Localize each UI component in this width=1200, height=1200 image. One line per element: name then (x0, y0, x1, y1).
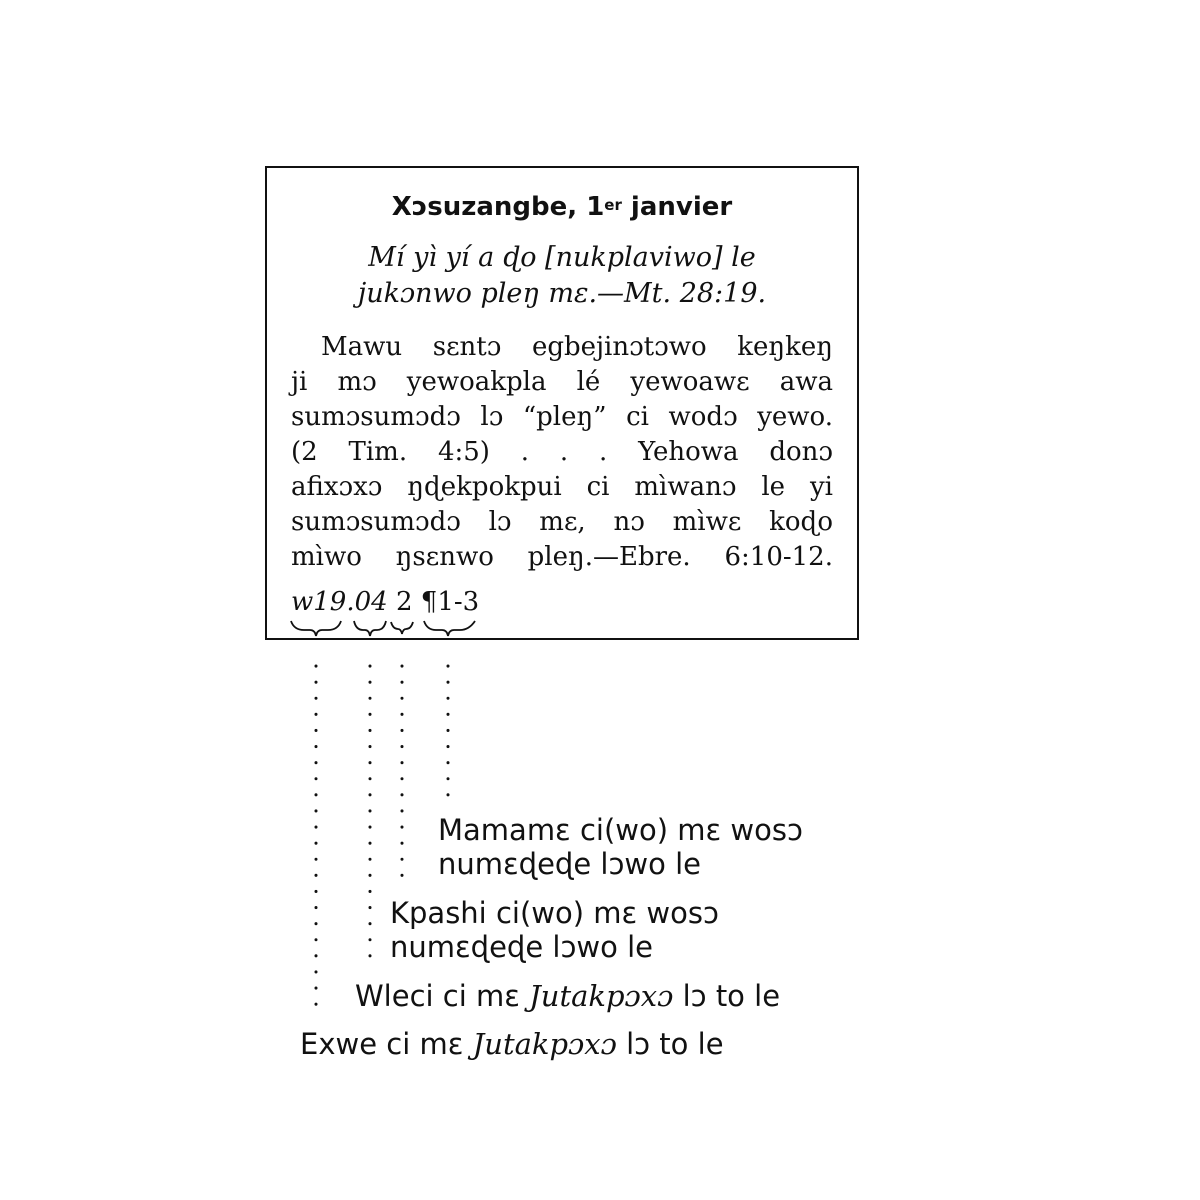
comment-line: ji mɔ yewoakpla lé yewoawɛ awa (291, 367, 833, 397)
label-paragraph: Mamamɛ ci(wo) mɛ wosɔ numɛɖeɖe lɔwo le (438, 813, 803, 881)
ref-publication: w19 (291, 587, 347, 617)
label-year: Exwe ci mɛ Jutakpɔxɔ lɔ to le (300, 1027, 724, 1061)
comment-line: (2 Tim. 4:5) . . . Yehowa donɔ (291, 437, 833, 467)
theme-line-1: Mí yì yí a ɖo [nukplaviwo] le (368, 242, 756, 273)
ref-page: 2 (395, 587, 413, 617)
comment-line: sumɔsumɔdɔ lɔ mɛ, nɔ mìwɛ koɖo (291, 507, 833, 537)
ref-issue: .04 (346, 587, 388, 617)
label-issue: Wleci ci mɛ Jutakpɔxɔ lɔ to le (355, 979, 781, 1013)
date-heading: Xɔsuzangbe, 1er janvier (391, 192, 733, 222)
brace-issue (354, 621, 386, 636)
ref-paragraph: ¶1-3 (420, 587, 480, 617)
theme-line-2: jukɔnwo pleŋ mɛ.—Mt. 28:19. (357, 278, 767, 309)
comment-line: Mawu sɛntɔ egbejinɔtɔwo keŋkeŋ (321, 332, 833, 362)
brace-page (391, 622, 413, 634)
comment-line: mìwo ŋsɛnwo pleŋ.—Ebre. 6:10-12. (291, 542, 833, 572)
label-page: Kpashi ci(wo) mɛ wosɔ numɛɖeɖe lɔwo le (390, 896, 719, 964)
comment-line: sumɔsumɔdɔ lɔ “pleŋ” ci wodɔ yewo. (291, 402, 833, 432)
brace-year (291, 621, 341, 636)
comment-line: afixɔxɔ ŋɖekpokpui ci mìwanɔ le yi (291, 472, 833, 502)
brace-paragraph (424, 621, 475, 636)
date-ordinal-suffix: er (604, 196, 622, 214)
